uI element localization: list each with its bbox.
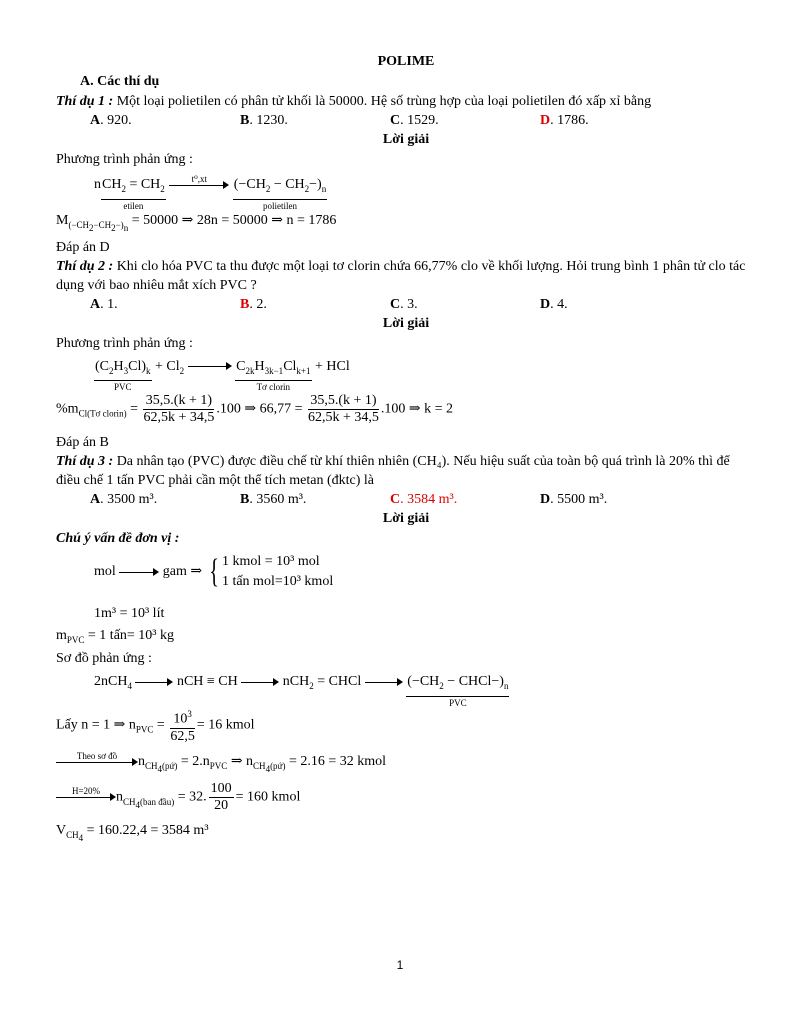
example-2: Thí dụ 2 : Khi clo hóa PVC ta thu được một loại tơ clorin chứa 66,77% clo về khối lượng. Hỏi trung bình 1 phân tử clo tác dụng với bao nhiêu mắt xích PVC ? — [56, 258, 746, 293]
step-3: H=20% $n_{CH_4(ban đầu)} = 32$. $\frac{100}{20}$ = 160 kmol — [56, 781, 756, 821]
final-volume: $V_{CH_4} = 160.22,4 = 3584$ m³ — [56, 822, 209, 843]
option-d: D. 1786. — [540, 113, 589, 128]
mass-pvc: $m_{PVC} = 1$ tấn= 10³ kg — [56, 627, 174, 645]
reaction-scheme: 2nCH$_4$ nCH ≡ CH nCH$_2$ = CHCl ($-CH_2$ − $CHCl-)_n$ PVC — [94, 674, 509, 709]
option-c: C. 3. — [390, 296, 418, 312]
page-number: 1 — [396, 958, 404, 972]
answer-2: Đáp án B — [56, 434, 109, 450]
option-b: B. 3560 m³. — [240, 491, 307, 507]
option-a: A. 1. — [90, 296, 118, 312]
option-b: B. 1230. — [240, 113, 288, 128]
document-page — [56, 54, 756, 848]
example-2-options — [90, 295, 756, 314]
step-1: Lấy n = 1 ⇒ $n_{PVC}$ = $\frac{10^3}{62,5}$ = 16 kmol — [56, 706, 756, 746]
option-c: C. 1529. — [390, 113, 439, 128]
option-a: A. 3500 m³. — [90, 491, 158, 507]
solution-heading: Lời giải — [382, 132, 430, 147]
volume-conversion: 1m³ = 10³ lít — [94, 605, 165, 621]
option-a: A. 920. — [90, 113, 132, 128]
example-1-options — [90, 111, 756, 130]
option-d: D. 5500 m³. — [540, 491, 608, 507]
example-3: Thí dụ 3 : Da nhân tạo (PVC) được điều chế từ khí thiên nhiên (CH₄). Nếu hiệu suất của toàn bộ quá trình là 20% thì để điều chế 1 tấn PVC phải cần một thể tích metan (đktc) là — [56, 453, 730, 488]
unit-conversion: mol gam ⇒ { 1 kmol = 10³ mol 1 tấn mol=10³ kmol — [94, 552, 334, 590]
solution-heading: Lời giải — [382, 315, 430, 331]
section-heading: A. Các thí dụ — [80, 74, 160, 89]
reaction-label: Phương trình phản ứng : — [56, 152, 193, 167]
example-3-options — [90, 490, 756, 509]
step-2: Theo sơ đồ $n_{CH_4(pứ)} = 2.n_{PVC}$ ⇒ $n_{CH_4(pứ)} = 2.16 = 32$ kmol — [56, 752, 756, 779]
reaction-equation-1: n $CH_2 = CH_2$ etilen t⁰,xt $(-CH_2 - CH_2-)_n$ polietilen — [94, 173, 327, 211]
chlorine-percent-calc: $\%m_{Cl(Tơ clorin)}$ = $\frac{35,5.(k + 1)}{62,5k + 34,5}$ .100 ⇒ 66,77 = $\frac{35,5.(k + 1)}{62,5k + 34,5}$ .100 ⇒ k = 2 — [56, 392, 454, 425]
option-b: B. 2. — [240, 296, 267, 312]
option-c: C. 3584 m³. — [390, 491, 458, 507]
answer-1: Đáp án D — [56, 239, 110, 255]
option-d: D. 4. — [540, 296, 568, 312]
unit-note: Chú ý vấn đề đơn vị : — [56, 530, 180, 546]
example-1-text: Một loại polietilen có phân tử khối là 50000. Hệ số trùng hợp của loại polietilen đó xấp xỉ bằng — [113, 94, 652, 109]
reaction-label: Phương trình phản ứng : — [56, 335, 193, 351]
solution-heading: Lời giải — [382, 510, 430, 526]
example-1 — [56, 92, 756, 111]
scheme-label: Sơ đồ phản ứng : — [56, 651, 152, 667]
example-1-label: Thí dụ 1 : — [56, 94, 114, 109]
reaction-equation-2: $(C_2H_3Cl)_k$ PVC + $Cl_2$ $C_{2k}H_{3k-1}Cl_{k+1}$ Tơ clorin + HCl — [95, 358, 350, 393]
page-title: POLIME — [377, 54, 435, 69]
molar-mass-calc: $M_{(-CH_2-CH_2-)_n} = 50000$ ⇒ 28n = 50000 ⇒ n = 1786 — [56, 213, 337, 233]
